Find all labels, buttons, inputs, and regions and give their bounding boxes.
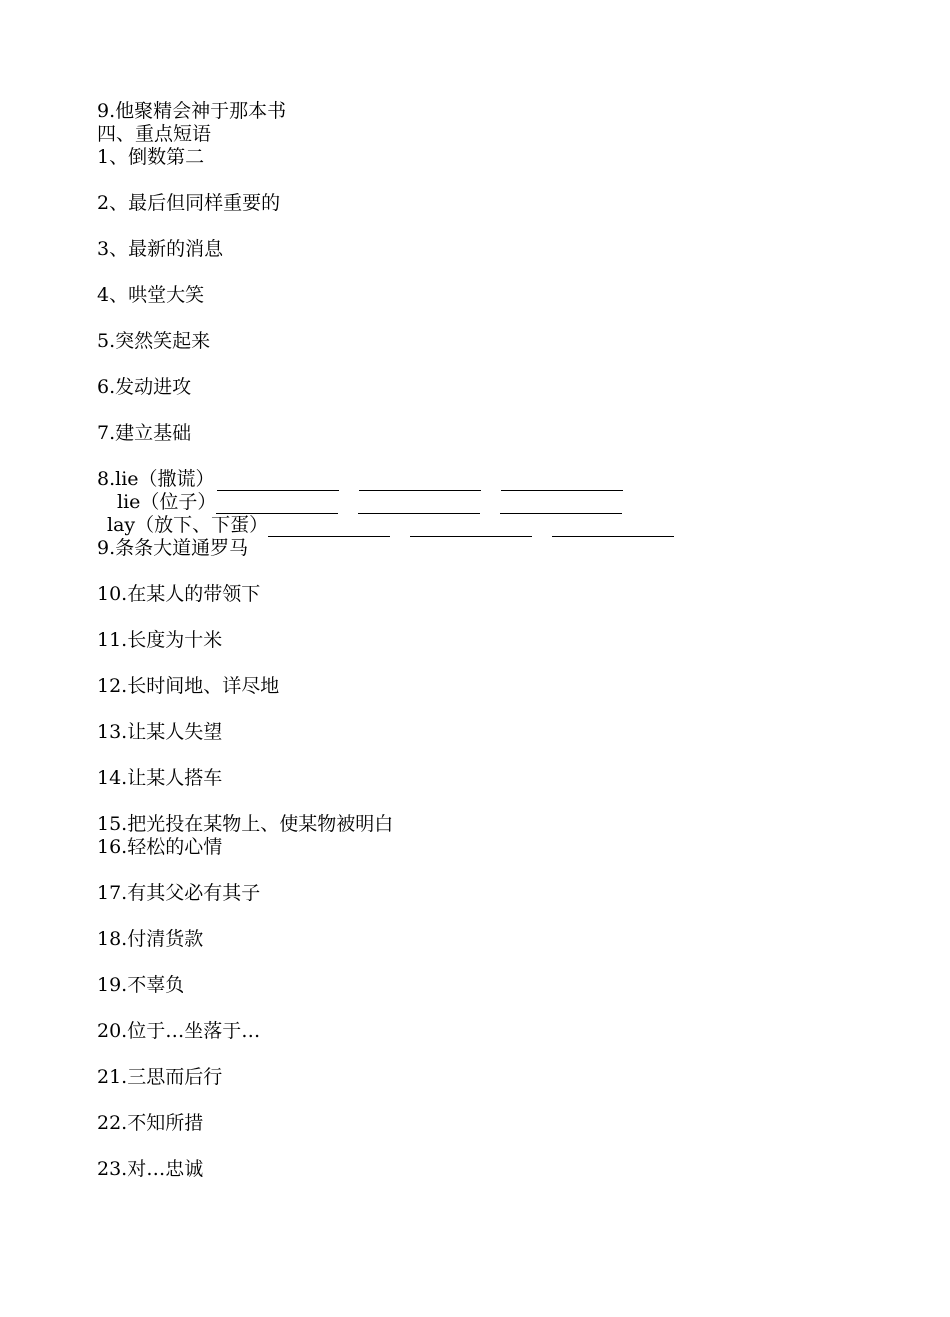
answer-blank[interactable]: [410, 518, 532, 537]
document-content: [97, 100, 857, 1181]
phrase-13: 13.让某人失望: [97, 721, 223, 743]
phrase-16: 16.轻松的心情: [97, 836, 223, 858]
answer-blank[interactable]: [216, 495, 338, 514]
phrase-18: 18.付清货款: [97, 928, 204, 950]
phrase-8-lay: [97, 514, 857, 537]
answer-blank[interactable]: [359, 472, 481, 491]
phrase-23: 23.对…忠诚: [97, 1158, 204, 1180]
phrase-14: 14.让某人搭车: [97, 767, 223, 789]
phrase-15: 15.把光投在某物上、使某物被明白: [97, 813, 394, 835]
lie-position-label: lie（位子）: [117, 491, 217, 513]
sentence-9: 9.他聚精会神于那本书: [97, 100, 287, 122]
phrase-3: 3、最新的消息: [97, 238, 224, 260]
phrase-12: 12.长时间地、详尽地: [97, 675, 280, 697]
lay-label: lay（放下、下蛋）: [107, 514, 269, 536]
phrase-7: 7.建立基础: [97, 422, 192, 444]
answer-blank[interactable]: [500, 495, 622, 514]
phrase-1: 1、倒数第二: [97, 146, 205, 168]
phrase-4: 4、哄堂大笑: [97, 284, 205, 306]
section-heading-key-phrases: 四、重点短语: [97, 123, 212, 145]
phrase-17: 17.有其父必有其子: [97, 882, 261, 904]
phrase-5: 5.突然笑起来: [97, 330, 211, 352]
answer-blank[interactable]: [552, 518, 674, 537]
phrase-22: 22.不知所措: [97, 1112, 204, 1134]
phrase-21: 21.三思而后行: [97, 1066, 223, 1088]
phrase-11: 11.长度为十米: [97, 629, 223, 651]
phrase-10: 10.在某人的带领下: [97, 583, 261, 605]
phrase-6: 6.发动进攻: [97, 376, 192, 398]
phrase-2: 2、最后但同样重要的: [97, 192, 281, 214]
phrase-9: 9.条条大道通罗马: [97, 537, 249, 559]
phrase-8-lie-lie: [97, 468, 857, 491]
answer-blank[interactable]: [501, 472, 623, 491]
phrase-19: 19.不辜负: [97, 974, 185, 996]
phrase-20: 20.位于…坐落于…: [97, 1020, 261, 1042]
phrase-8-lie-position: [97, 491, 857, 514]
phrase-8-label: 8.lie（撒谎）: [97, 468, 215, 490]
answer-blank[interactable]: [217, 472, 339, 491]
answer-blank[interactable]: [358, 495, 480, 514]
answer-blank[interactable]: [268, 518, 390, 537]
